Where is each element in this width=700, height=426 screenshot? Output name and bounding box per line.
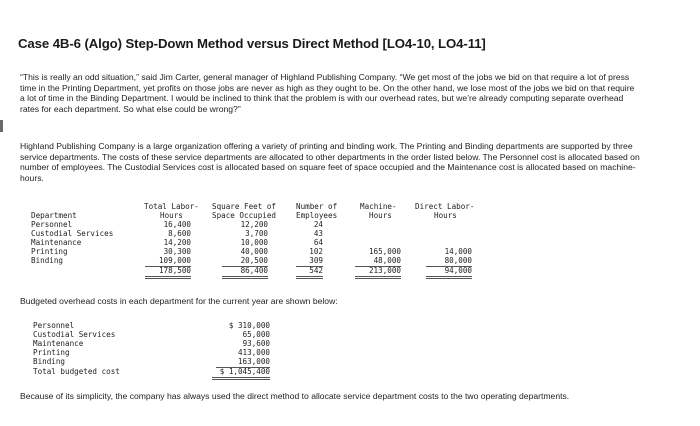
header-labor-line2: Hours (160, 211, 183, 220)
header-labor-line1: Total Labor- (144, 202, 199, 211)
budget-amount: 163,000 (216, 358, 270, 368)
total-direct-labor-hours: 94,000 (426, 267, 472, 279)
square-feet: 3,700 (245, 229, 268, 238)
company-paragraph: Highland Publishing Company is a large organization offering a variety of printing and binding work. The Printing and Binding departments are supported by three service departments. The costs of these service departments are allocated to other departments in the order listed below. The Personnel cost is allocated based on number of employees. The Custodial Services cost is allocated based on square feet of space occupied and the Maintenance cost is allocated based on machine-hours. (20, 141, 640, 183)
budget-dept-name: Binding (33, 357, 66, 366)
budget-intro-text: Budgeted overhead costs in each department for the current year are shown below: (20, 296, 338, 306)
employees: 43 (313, 229, 323, 238)
dept-name: Custodial Services (31, 229, 114, 238)
header-emp-line2: Employees (296, 211, 338, 220)
labor-hours: 16,400 (163, 220, 191, 229)
square-feet: 10,000 (240, 238, 268, 247)
dept-name: Personnel (31, 220, 73, 229)
labor-hours: 30,300 (163, 247, 191, 256)
direct-labor-hours: 80,000 (426, 257, 472, 267)
header-sqft-line1: Square Feet of (212, 202, 277, 211)
employees: 64 (313, 238, 323, 247)
machine-hours: 165,000 (368, 247, 401, 256)
total-machine-hours: 213,000 (355, 267, 401, 279)
budget-amount: 413,000 (237, 348, 270, 357)
labor-hours: 14,200 (163, 238, 191, 247)
intro-paragraph: “This is really an odd situation,” said Jim Carter, general manager of Highland Publishing Company. “We get most of the jobs we bid on that require a lot of press time in the Printing Department, yet profits on those jobs are never as high as they ought to be. On the other hand, we lose most of the jobs we bid on that require a lot of time in the Binding Department. I would be inclined to think that the problem is with our overhead rates, but we’re already computing separate overhead rates for each department. So what else could be wrong?” (20, 72, 635, 114)
machine-hours: 48,000 (355, 257, 401, 267)
case-title: Case 4B-6 (Algo) Step-Down Method versus Direct Method [LO4-10, LO4-11] (18, 36, 486, 51)
budget-dept-name: Custodial Services (33, 330, 116, 339)
budget-dept-name: Personnel (33, 321, 75, 330)
left-margin-marker (0, 120, 3, 132)
closing-paragraph: Because of its simplicity, the company has always used the direct method to allocate service department costs to the two operating departments. (20, 391, 570, 401)
header-department: Department (31, 211, 77, 220)
budget-amount: 65,000 (242, 330, 270, 339)
labor-hours: 8,600 (168, 229, 191, 238)
header-emp-line1: Number of (296, 202, 338, 211)
dept-name: Maintenance (31, 238, 82, 247)
direct-labor-hours: 14,000 (444, 247, 472, 256)
square-feet: 12,200 (240, 220, 268, 229)
dept-name: Printing (31, 247, 68, 256)
total-employees: 542 (296, 267, 323, 279)
budget-total-amount: $ 1,045,400 (212, 368, 270, 380)
dept-name: Binding (31, 256, 64, 265)
square-feet: 20,500 (222, 257, 268, 267)
budget-amount: 93,600 (242, 339, 270, 348)
budget-dept-name: Maintenance (33, 339, 84, 348)
budget-total-label: Total budgeted cost (33, 367, 120, 376)
total-square-feet: 86,400 (222, 267, 268, 279)
labor-hours: 109,000 (145, 257, 191, 267)
total-labor-hours: 178,500 (145, 267, 191, 279)
budget-dept-name: Printing (33, 348, 70, 357)
header-dl-line1: Direct Labor- (415, 202, 475, 211)
square-feet: 40,000 (240, 247, 268, 256)
header-mach-line1: Machine- (360, 202, 397, 211)
employees: 309 (296, 257, 323, 267)
header-sqft-line2: Space Occupied (212, 211, 277, 220)
budget-amount: $ 310,000 (228, 321, 270, 330)
header-dl-line2: Hours (434, 211, 457, 220)
employees: 102 (309, 247, 323, 256)
header-mach-line2: Hours (369, 211, 392, 220)
employees: 24 (313, 220, 323, 229)
